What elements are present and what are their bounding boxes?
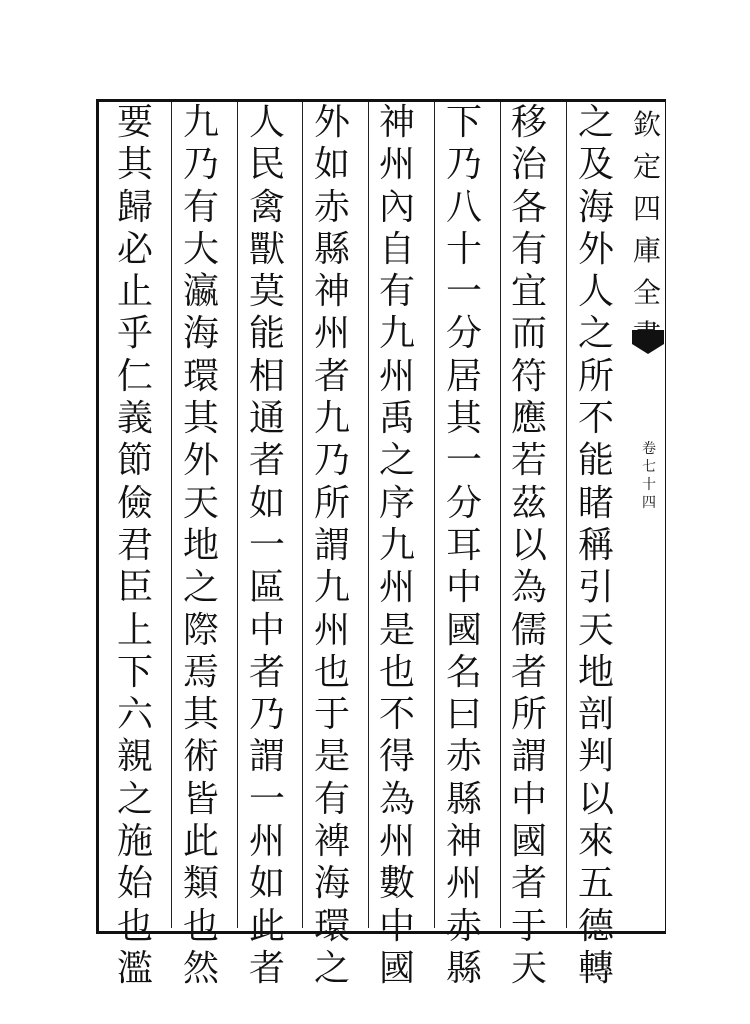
column-char: 要 — [116, 102, 153, 143]
column-char: 八 — [445, 186, 482, 228]
column-char: 中 — [378, 905, 415, 947]
column-char: 中 — [248, 609, 285, 651]
column-char: 九 — [182, 102, 219, 143]
fish-tail-mark — [632, 330, 664, 360]
column-rule — [566, 102, 567, 928]
column-char: 不 — [577, 398, 614, 440]
column-char: 德 — [577, 905, 614, 947]
column-char: 者 — [248, 651, 285, 693]
column-char: 謂 — [313, 524, 350, 566]
book-title-char: 四 — [632, 192, 661, 225]
column-char: 州 — [248, 821, 285, 863]
column-rule — [368, 102, 369, 928]
column-char: 節 — [116, 440, 153, 482]
text-column-2 — [502, 102, 556, 989]
column-char: 縣 — [445, 778, 482, 820]
column-char: 此 — [248, 905, 285, 947]
column-char: 若 — [510, 440, 547, 482]
column-char: 六 — [116, 694, 153, 736]
column-char: 州 — [313, 609, 350, 651]
column-char: 謂 — [248, 736, 285, 778]
column-char: 有 — [510, 228, 547, 270]
column-char: 術 — [182, 736, 219, 778]
column-char: 縣 — [445, 947, 482, 989]
column-rule — [434, 102, 435, 928]
column-char: 中 — [445, 567, 482, 609]
column-char: 大 — [182, 228, 219, 270]
column-char: 止 — [116, 271, 153, 313]
column-char: 類 — [182, 863, 219, 905]
column-char: 居 — [445, 355, 482, 397]
column-char: 者 — [313, 355, 350, 397]
column-char: 謂 — [510, 736, 547, 778]
column-char: 如 — [313, 144, 350, 186]
column-char: 國 — [510, 821, 547, 863]
column-char: 有 — [313, 778, 350, 820]
column-char: 裨 — [313, 821, 350, 863]
text-column-7 — [174, 102, 228, 989]
column-char: 也 — [182, 905, 219, 947]
column-char: 通 — [248, 398, 285, 440]
column-char: 各 — [510, 186, 547, 228]
column-char: 引 — [577, 567, 614, 609]
juan-char: 四 — [642, 495, 656, 511]
column-char: 神 — [378, 102, 415, 143]
column-char: 分 — [445, 482, 482, 524]
column-char: 曰 — [445, 694, 482, 736]
column-char: 耳 — [445, 524, 482, 566]
book-title-char: 庫 — [632, 234, 661, 267]
book-title-char: 定 — [632, 150, 661, 183]
column-char: 州 — [378, 355, 415, 397]
column-char: 海 — [313, 863, 350, 905]
column-char: 赤 — [445, 905, 482, 947]
column-char: 九 — [378, 313, 415, 355]
column-char: 外 — [577, 228, 614, 270]
column-char: 十 — [445, 228, 482, 270]
text-column-6 — [240, 102, 294, 989]
column-char: 之 — [577, 102, 614, 143]
column-char: 一 — [248, 524, 285, 566]
column-char: 區 — [248, 567, 285, 609]
text-column-8 — [108, 102, 162, 989]
column-char: 儒 — [510, 609, 547, 651]
column-char: 始 — [116, 863, 153, 905]
column-char: 以 — [510, 524, 547, 566]
column-char: 也 — [313, 651, 350, 693]
juan-number — [640, 440, 658, 512]
text-column-1 — [569, 102, 623, 989]
column-char: 如 — [248, 482, 285, 524]
column-char: 海 — [182, 313, 219, 355]
column-char: 瀛 — [182, 271, 219, 313]
column-char: 能 — [248, 313, 285, 355]
column-char: 環 — [182, 355, 219, 397]
column-char: 外 — [313, 102, 350, 143]
column-char: 其 — [182, 398, 219, 440]
column-char: 而 — [510, 313, 547, 355]
text-column-5 — [305, 102, 359, 989]
column-char: 之 — [577, 313, 614, 355]
column-char: 稱 — [577, 524, 614, 566]
column-char: 乃 — [445, 144, 482, 186]
column-char: 乃 — [182, 144, 219, 186]
column-char: 也 — [116, 905, 153, 947]
column-char: 州 — [445, 863, 482, 905]
column-char: 者 — [248, 947, 285, 989]
column-char: 五 — [577, 863, 614, 905]
column-char: 縣 — [313, 228, 350, 270]
column-char: 乃 — [248, 694, 285, 736]
column-char: 移 — [510, 102, 547, 143]
column-char: 茲 — [510, 482, 547, 524]
column-char: 君 — [116, 524, 153, 566]
column-char: 其 — [445, 398, 482, 440]
column-char: 歸 — [116, 186, 153, 228]
column-char: 有 — [378, 271, 415, 313]
column-char: 州 — [313, 313, 350, 355]
column-char: 所 — [313, 482, 350, 524]
column-char: 環 — [313, 905, 350, 947]
column-char: 天 — [182, 482, 219, 524]
column-char: 皆 — [182, 778, 219, 820]
column-char: 海 — [577, 186, 614, 228]
column-char: 之 — [313, 947, 350, 989]
column-char: 一 — [248, 778, 285, 820]
column-char: 有 — [182, 186, 219, 228]
column-char: 之 — [116, 778, 153, 820]
column-char: 人 — [248, 102, 285, 143]
column-char: 九 — [313, 398, 350, 440]
column-char: 州 — [378, 567, 415, 609]
column-char: 州 — [378, 821, 415, 863]
column-char: 儉 — [116, 482, 153, 524]
column-char: 禹 — [378, 398, 415, 440]
column-char: 轉 — [577, 947, 614, 989]
column-char: 名 — [445, 651, 482, 693]
column-char: 獸 — [248, 228, 285, 270]
column-char: 能 — [577, 440, 614, 482]
column-rule — [171, 102, 172, 928]
column-char: 所 — [510, 694, 547, 736]
column-char: 數 — [378, 863, 415, 905]
column-char: 濫 — [116, 947, 153, 989]
column-char: 神 — [445, 821, 482, 863]
column-char: 也 — [378, 651, 415, 693]
column-char: 之 — [182, 567, 219, 609]
book-title — [632, 105, 662, 357]
column-char: 神 — [313, 271, 350, 313]
column-char: 序 — [378, 482, 415, 524]
column-char: 所 — [577, 355, 614, 397]
column-char: 于 — [510, 905, 547, 947]
column-char: 州 — [378, 144, 415, 186]
column-char: 之 — [378, 440, 415, 482]
column-char: 其 — [116, 144, 153, 186]
column-char: 不 — [378, 694, 415, 736]
column-char: 中 — [510, 778, 547, 820]
column-char: 內 — [378, 186, 415, 228]
column-char: 施 — [116, 821, 153, 863]
column-char: 睹 — [577, 482, 614, 524]
column-char: 者 — [510, 651, 547, 693]
column-char: 民 — [248, 144, 285, 186]
column-char: 分 — [445, 313, 482, 355]
column-char: 下 — [445, 102, 482, 143]
column-char: 莫 — [248, 271, 285, 313]
column-char: 者 — [510, 863, 547, 905]
column-char: 于 — [313, 694, 350, 736]
column-char: 際 — [182, 609, 219, 651]
column-char: 者 — [248, 440, 285, 482]
column-char: 及 — [577, 144, 614, 186]
column-char: 國 — [378, 947, 415, 989]
column-char: 赤 — [445, 736, 482, 778]
column-char: 是 — [378, 609, 415, 651]
column-rule — [500, 102, 501, 928]
column-char: 禽 — [248, 186, 285, 228]
column-char: 國 — [445, 609, 482, 651]
column-char: 臣 — [116, 567, 153, 609]
column-char: 必 — [116, 228, 153, 270]
column-char: 此 — [182, 821, 219, 863]
column-char: 得 — [378, 736, 415, 778]
column-char: 乃 — [313, 440, 350, 482]
text-column-3 — [437, 102, 491, 989]
column-char: 乎 — [116, 313, 153, 355]
column-char: 一 — [445, 271, 482, 313]
column-char: 以 — [577, 778, 614, 820]
column-char: 義 — [116, 398, 153, 440]
column-char: 來 — [577, 821, 614, 863]
column-char: 地 — [182, 524, 219, 566]
column-char: 一 — [445, 440, 482, 482]
juan-char: 七 — [642, 459, 656, 475]
column-char: 地 — [577, 651, 614, 693]
column-char: 剖 — [577, 694, 614, 736]
column-char: 符 — [510, 355, 547, 397]
column-char: 仁 — [116, 355, 153, 397]
column-char: 治 — [510, 144, 547, 186]
juan-char: 十 — [642, 477, 656, 493]
column-char: 九 — [313, 567, 350, 609]
column-rule — [302, 102, 303, 928]
column-char: 判 — [577, 736, 614, 778]
column-char: 應 — [510, 398, 547, 440]
column-char: 上 — [116, 609, 153, 651]
column-char: 自 — [378, 228, 415, 270]
column-char: 外 — [182, 440, 219, 482]
column-char: 親 — [116, 736, 153, 778]
column-char: 其 — [182, 694, 219, 736]
column-char: 相 — [248, 355, 285, 397]
column-char: 下 — [116, 651, 153, 693]
column-char: 然 — [182, 947, 219, 989]
book-title-char: 全 — [632, 276, 661, 309]
juan-char: 卷 — [642, 441, 656, 457]
column-char: 宜 — [510, 271, 547, 313]
column-char: 為 — [510, 567, 547, 609]
column-char: 天 — [510, 947, 547, 989]
column-char: 焉 — [182, 651, 219, 693]
text-column-4 — [370, 102, 424, 989]
column-char: 如 — [248, 863, 285, 905]
column-char: 是 — [313, 736, 350, 778]
column-char: 為 — [378, 778, 415, 820]
column-char: 天 — [577, 609, 614, 651]
column-char: 人 — [577, 271, 614, 313]
book-title-char: 欽 — [632, 108, 661, 141]
column-char: 九 — [378, 524, 415, 566]
column-rule — [237, 102, 238, 928]
column-char: 赤 — [313, 186, 350, 228]
